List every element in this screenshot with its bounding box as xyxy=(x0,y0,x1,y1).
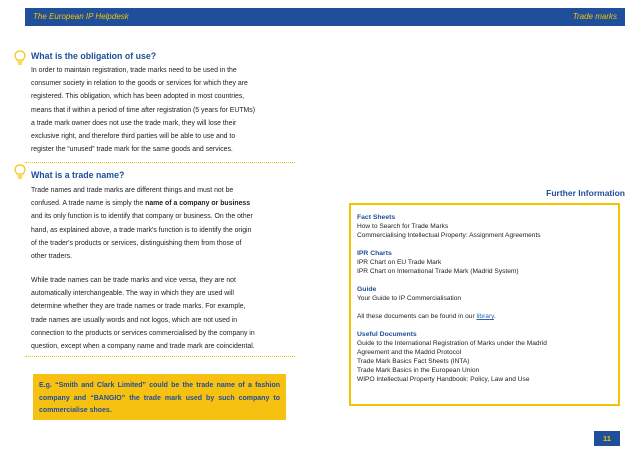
library-note xyxy=(357,312,612,321)
ipr-chart-item: IPR Chart on EU Trade Mark xyxy=(357,259,442,266)
guide-heading: Guide xyxy=(357,286,377,293)
paragraph-line: a trade mark owner does not use the trade mark, they will lose their xyxy=(31,119,237,127)
trade-name-paragraph-1 xyxy=(31,184,289,263)
paragraph-line: determine whether they are trade names or trade marks. For example, xyxy=(31,303,246,311)
obligation-paragraph xyxy=(31,64,289,156)
example-callout: E.g. “Smith and Clark Limited” could be the trade name of a fashion company and “BANGIO” the trade mark used by such company to commercialise shoes. xyxy=(33,374,286,420)
paragraph-line: and its only function is to identify that company or business. On the other xyxy=(31,213,253,221)
guide-item: Your Guide to IP Commercialisation xyxy=(357,295,462,302)
paragraph-line: means that if within a period of time after registration (5 years for EUTMs) xyxy=(31,106,256,114)
section-title-trade-name: What is a trade name? xyxy=(31,170,125,180)
bold-phrase: name of a company or business xyxy=(145,200,251,208)
useful-document-item: Agreement and the Madrid Protocol xyxy=(357,349,462,356)
useful-documents-heading: Useful Documents xyxy=(357,331,417,338)
paragraph-line: other traders. xyxy=(31,253,72,261)
section-title-obligation: What is the obligation of use? xyxy=(31,51,157,61)
section-divider xyxy=(25,162,295,163)
paragraph-line: In order to maintain registration, trade marks need to be used in the xyxy=(31,67,237,74)
paragraph-line: trade names are usually words and not logos, which are not used in xyxy=(31,316,238,324)
paragraph-line xyxy=(31,197,289,210)
paragraph-line: exclusive right, and therefore third parties will be able to use and to xyxy=(31,133,236,141)
useful-document-item: WIPO Intellectual Property Handbook: Policy, Law and Use xyxy=(357,376,530,383)
library-end: . xyxy=(493,313,496,320)
header-bar xyxy=(25,8,625,26)
useful-document-item: Trade Mark Basics Fact Sheets (INTA) xyxy=(357,358,470,365)
fact-sheet-item: Commercialising Intellectual Property: Assignment Agreements xyxy=(357,232,541,239)
trade-name-paragraph-2 xyxy=(31,274,289,353)
paragraph-line: hand, as explained above, a trade mark's function is to identify the origin xyxy=(31,226,252,234)
paragraph-line: Trade names and trade marks are different things and must not be xyxy=(31,187,234,194)
header-title: The European IP Helpdesk xyxy=(33,12,129,21)
further-info-title: Further Information xyxy=(546,188,625,198)
useful-document-item: Trade Mark Basics in the European Union xyxy=(357,367,480,374)
paragraph-line: register the “unused” trade mark for the same goods and services. xyxy=(31,146,233,154)
section-divider xyxy=(25,356,295,357)
lightbulb-icon xyxy=(14,164,26,180)
paragraph-line: registered. This obligation, which has been adopted in most countries, xyxy=(31,93,245,101)
further-info-box xyxy=(349,203,620,406)
library-text: All these documents can be found in our xyxy=(357,313,477,320)
paragraph-line: connection to the products or services commercialised by the company in xyxy=(31,329,255,337)
header-section: Trade marks xyxy=(572,12,617,21)
paragraph-line: While trade names can be trade marks and vice versa, they are not xyxy=(31,277,236,284)
paragraph-line: automatically interchangeable. The way in which they are used will xyxy=(31,290,234,298)
lightbulb-icon xyxy=(14,50,26,66)
library-link[interactable]: library xyxy=(476,313,494,320)
useful-document-item: Guide to the International Registration of Marks under the Madrid xyxy=(357,340,547,347)
paragraph-line: of the trader's products or services, distinguishing them from those of xyxy=(31,239,242,247)
fact-sheet-item: How to Search for Trade Marks xyxy=(357,223,449,230)
paragraph-line: consumer society in relation to the goods or services for which they are xyxy=(31,80,248,88)
paragraph-text: confused. A trade name is simply the xyxy=(31,200,146,208)
page-number: 11 xyxy=(594,431,620,446)
paragraph-line: question, except when a company name and trade mark are coincidental. xyxy=(31,343,255,351)
ipr-chart-item: IPR Chart on International Trade Mark (Madrid System) xyxy=(357,268,519,275)
fact-sheets-heading: Fact Sheets xyxy=(357,214,396,221)
ipr-charts-heading: IPR Charts xyxy=(357,250,392,257)
